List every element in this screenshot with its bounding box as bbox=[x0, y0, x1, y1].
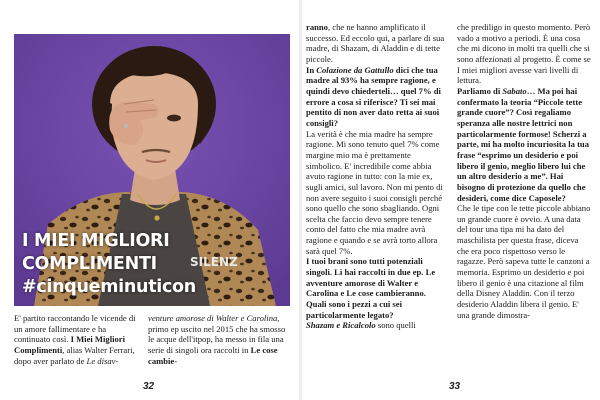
page-number-right: 33 bbox=[449, 381, 461, 392]
question-1: In Colazione da Gattullo dici che tua madre al 93% ha sempre ragione, e quindi devo chiederteli… quel 7% di errore a cosa si riferisce? Ti sei mai pentito di non aver dato retta ai suoi consigli? bbox=[306, 64, 441, 128]
answer-3: Che le tipe con le tette piccole abbiano un grande cuore è ovvio. A una data del tour una tipa mi ha dato del maschilista per questa frase, diceva che era poco rispettoso verso le ragazze. Però sapeva tutte le canzoni a memoria. Esprimo un desiderio e poi libero il genio è una citazione al film della Disney Aladdin. Con il terzo desiderio Aladdin libera il genio. E' una grande dimostra- bbox=[457, 203, 591, 320]
question-3: Parliamo di Sabato… Ma poi hai confermato la teoria “Piccole tette grande cuore”? Così regaliamo speranza alle nostre lettrici non particolarmente formose! Scherzi a parte, mi ha molto incuriosita la tua frase “esprimo un desiderio e poi libero il genio, meglio libero lui che un altro desiderio a me”. Hai bisogno di protezione da quello che desideri, come dice Caposele? bbox=[457, 85, 590, 203]
shirt-print: SILENZ bbox=[190, 255, 238, 269]
headline-line-1: I MIEI MIGLIORI bbox=[22, 231, 170, 251]
column-1 bbox=[14, 313, 140, 366]
column-2 bbox=[148, 313, 288, 366]
column-4 bbox=[457, 22, 592, 320]
cover-photo bbox=[14, 34, 290, 306]
answer-2-end: che prediligo in questo momento. Però vado a motivo a periodi. È una cosa che mi dicono in molti tra quelli che si sono affezionati al progetto. È come se I miei migliori avesse vari livelli di lettura. bbox=[457, 22, 591, 86]
page-fold bbox=[299, 0, 302, 400]
page-number-left: 32 bbox=[143, 381, 155, 392]
intro-paragraph-continued: venture amorose di Walter e Carolina, primo ep uscito nel 2015 che ha smosso le acque dell'itpop, ha messo in fila una serie di singoli ora raccolti in Le cose cambie- bbox=[148, 313, 286, 366]
headline-line-2: COMPLIMENTI bbox=[22, 254, 157, 274]
answer-1: La verità è che mia madre ha sempre ragione. Mi sono tenuto quel 7% come margine mio ma è prettamente simbolico. E' incredibile come abbia avuto ragione in tutto: con la mie ex, sugli amici, sul lavoro. Non mi pento di non avere seguito i suoi consigli perché sono quello che sono sbagliando. Ogni scelta che faccio devo sempre tenere conto del fatto che mia madre avrà ragione e quando e se avrà torto allora sarà quel 7%. bbox=[306, 128, 443, 256]
question-2: I tuoi brani sono tutti potenziali singoli. Li hai raccolti in due ep. Le avventure amorose di Walter e Carolina e Le cose cambieranno. Quali sono i pezzi a cui sei particolarmente legato? bbox=[306, 256, 436, 320]
intro-paragraph: E' partito raccontando le vicende di un amore fallimentare e ha continuato così. I Miei Migliori Complimenti, alias Walter Ferrari, dopo aver parlato de Le disav- bbox=[14, 313, 136, 366]
column-3 bbox=[306, 22, 446, 331]
answer-2-start: Shazam e Ricalcolo sono quelli bbox=[306, 320, 416, 331]
headline-line-3: #cinqueminuticon bbox=[22, 277, 196, 297]
headline bbox=[22, 230, 290, 299]
intro-paragraph-end: ranno, che ne hanno amplificato il successo. Ed eccolo qui, a parlare di sua madre, di Shazam, di Aladdin e di tette piccole. bbox=[306, 22, 445, 64]
